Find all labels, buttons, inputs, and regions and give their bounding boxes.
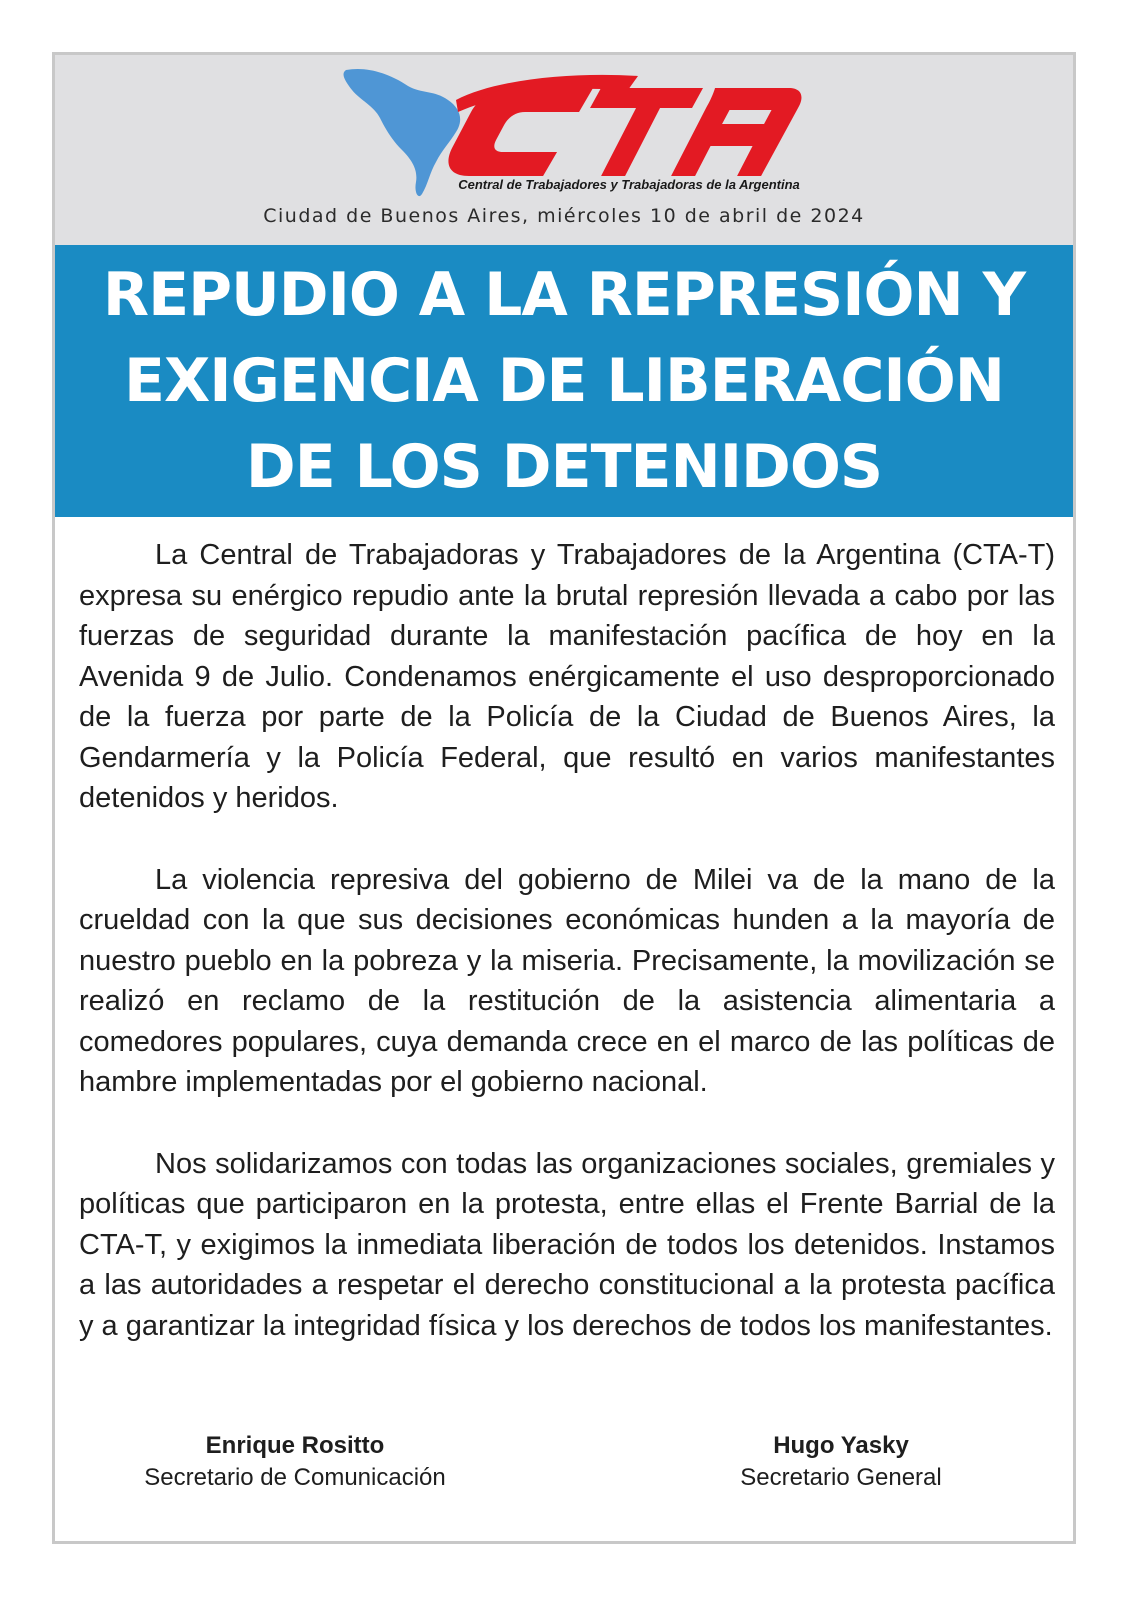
headline-line-2: EXIGENCIA DE LIBERACIÓN (124, 346, 1004, 416)
headline (103, 252, 1025, 510)
headline-line-3: DE LOS DETENIDOS (245, 432, 883, 502)
paragraph-3: Nos solidarizamos con todas las organizaciones sociales, gremiales y políticas que participaron en la protesta, entre ellas el Frente Barrial de la CTA-T, y exigimos la inmediata liberación de todos los detenidos. Instamos a las autoridades a respetar el derecho constitucional a la protesta pacífica y a garantizar la integridad física y los derechos de todos los manifestantes. (79, 1147, 1055, 1342)
signature-left (105, 1430, 485, 1494)
signature-role: Secretario de Comunicación (144, 1464, 446, 1491)
paragraph-2: La violencia represiva del gobierno de Milei va de la mano de la crueldad con la que sus decisiones económicas hunden a la mayoría de nuestro pueblo en la pobreza y la miseria. Precisamente, la movilización se realizó en reclamo de la restitución de la asistencia alimentaria a comedores populares, cuya demanda crece en el marco de las políticas de hambre implementadas por el gobierno nacional. (79, 863, 1055, 1098)
document-frame (52, 52, 1076, 1544)
headline-banner (55, 245, 1073, 517)
headline-line-1: REPUDIO A LA REPRESIÓN Y (102, 260, 1026, 330)
signature-name: Hugo Yasky (773, 1432, 909, 1459)
logo-subtitle: Central de Trabajadores y Trabajadoras de la Argentina (458, 177, 800, 192)
header (55, 55, 1073, 245)
signature-right (651, 1430, 1031, 1494)
statement-body (79, 535, 1055, 1387)
paragraph-1: La Central de Trabajadoras y Trabajadores de la Argentina (CTA-T) expresa su enérgico repudio ante la brutal represión llevada a cabo por las fuerzas de seguridad durante la manifestación pacífica de hoy en la Avenida 9 de Julio. Condenamos enérgicamente el uso desproporcionado de la fuerza por parte de la Policía de la Ciudad de Buenos Aires, la Gendarmería y la Policía Federal, que resultó en varios manifestantes detenidos y heridos. (79, 539, 1055, 814)
signature-role: Secretario General (740, 1464, 942, 1491)
signature-name: Enrique Rositto (205, 1432, 385, 1459)
cta-letters (444, 88, 804, 176)
dateline: Ciudad de Buenos Aires, miércoles 10 de abril de 2024 (263, 205, 865, 227)
